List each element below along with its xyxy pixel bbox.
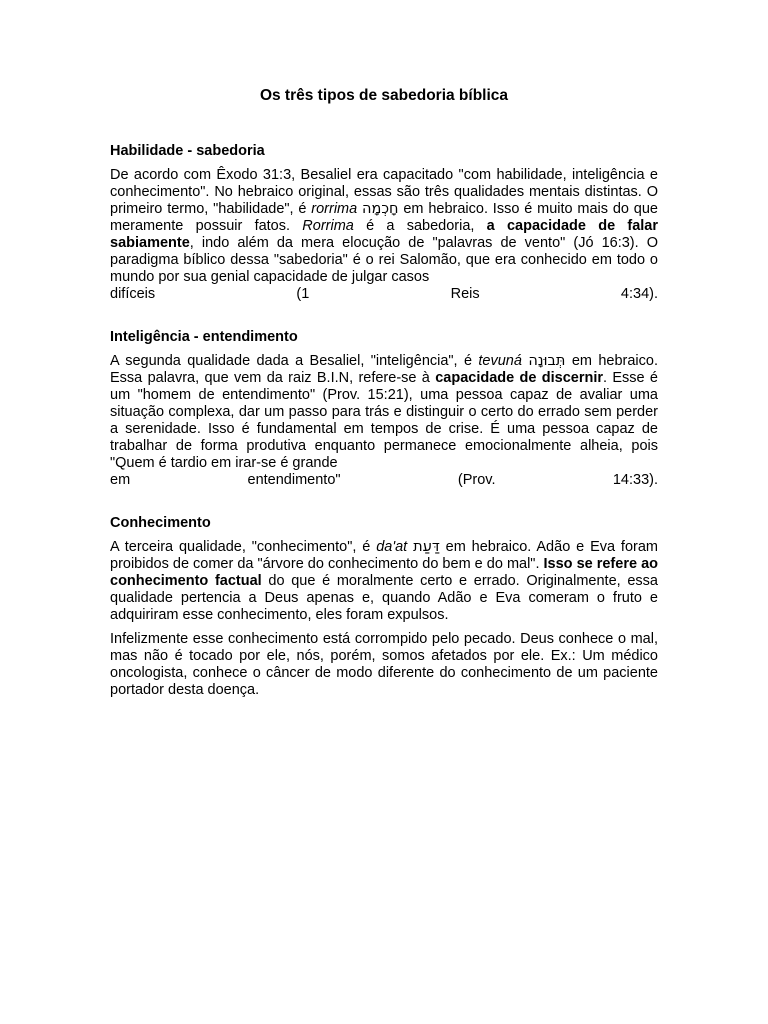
text-run-italic: rorrima xyxy=(311,201,358,217)
text-run-italic: Rorrima xyxy=(302,218,354,234)
paragraph xyxy=(110,539,658,624)
section-habilidade xyxy=(110,142,658,310)
text-run: em hebraico. Isso é muito mais do que meramente possuir fatos. xyxy=(110,201,658,234)
paragraph xyxy=(110,631,658,699)
paragraph-last-line: difíceis (1 Reis 4:34). xyxy=(110,286,658,302)
section-heading: Conhecimento xyxy=(110,515,211,531)
text-run: em hebraico. Adão e Eva foram proibidos de comer da "árvore do conhecimento do bem e do mal". xyxy=(110,539,659,572)
page-title: Os três tipos de sabedoria bíblica xyxy=(259,87,509,104)
section-heading: Inteligência - entendimento xyxy=(110,329,298,345)
text-run-italic: tevuná xyxy=(478,353,522,369)
section-inteligencia xyxy=(110,328,658,496)
text-run: , indo além da mera elocução de "palavras de vento" (Jó 16:3). O paradigma bíblico dessa "sabedoria" é o rei Salomão, que era conhecido em todo o mundo por sua genial capacidade de julgar casos xyxy=(110,235,658,285)
hebrew-word: דַּעַת xyxy=(413,539,440,555)
text-run-bold: a capacidade de falar sabiamente xyxy=(110,218,658,251)
paragraph-last-line: em entendimento" (Prov. 14:33). xyxy=(110,472,658,488)
section-heading: Habilidade - sabedoria xyxy=(110,143,265,159)
text-run: em hebraico. Essa palavra, que vem da raiz B.I.N, refere-se à xyxy=(110,353,658,386)
hebrew-word: חָכְמָה xyxy=(362,201,399,217)
section-conhecimento xyxy=(110,514,658,706)
text-run: Infelizmente esse conhecimento está corrompido pelo pecado. Deus conhece o mal, mas não é tocado por ele, nós, porém, somos afetados por ele. Ex.: Um médico oncologista, conhece o câncer de modo diferente do conhecimento de um paciente portador desta doença. xyxy=(110,631,658,698)
text-run-bold: Isso se refere ao conhecimento factual xyxy=(110,556,658,589)
paragraph xyxy=(110,167,658,303)
paragraph xyxy=(110,353,658,489)
text-run-italic: da'at xyxy=(376,539,408,555)
text-run: . Esse é um "homem de entendimento" (Prov. 15:21), uma pessoa capaz de avaliar uma situação complexa, dar um passo para trás e distinguir o certo do errado sem perder a serenidade. Isso é fundamental em tempos de crise. É uma pessoa capaz de trabalhar de forma produtiva enquanto permanece emocionalmente alheia, pois "Quem é tardio em irar-se é grande xyxy=(110,370,658,471)
text-run-bold: capacidade de discernir xyxy=(435,370,604,386)
hebrew-word: תְּבוּנָה xyxy=(528,353,566,369)
text-run: A terceira qualidade, "conhecimento", é xyxy=(110,539,377,555)
text-run: A segunda qualidade dada a Besaliel, "inteligência", é xyxy=(110,353,479,369)
text-run: De acordo com Êxodo 31:3, Besaliel era capacitado "com habilidade, inteligência e conhecimento". No hebraico original, essas são três qualidades mentais distintas. O primeiro termo, "habilidade", é xyxy=(110,167,658,217)
text-run: é a sabedoria, xyxy=(353,218,487,234)
text-run: do que é moralmente certo e errado. Originalmente, essa qualidade pertencia a Deus apenas e, quando Adão e Eva comeram o fruto e adquiriram esse conhecimento, eles foram expulsos. xyxy=(110,573,658,623)
